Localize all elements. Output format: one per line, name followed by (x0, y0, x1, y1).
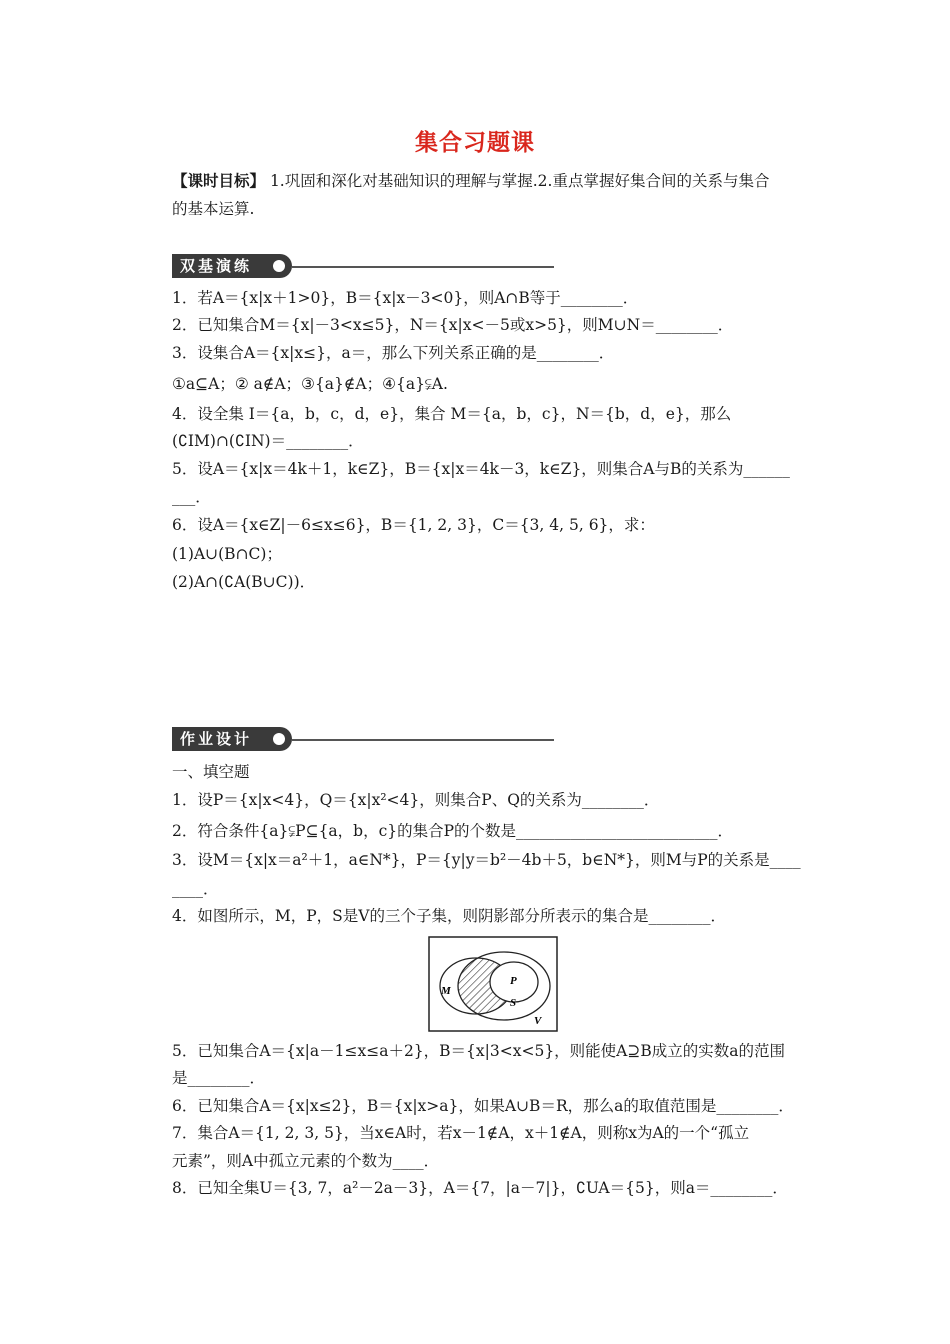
question-line: 5．设A＝{x|x＝4k＋1，k∈Z}，B＝{x|x＝4k－3，k∈Z}，则集合A与B的关系为______ (172, 460, 790, 478)
question-line: ____． (172, 880, 219, 898)
objective-line-2: 的基本运算. (172, 200, 255, 218)
lesson-objective (172, 168, 812, 195)
question-line: 是________． (172, 1069, 266, 1087)
question-line: 8．已知全集U＝{3, 7，a²－2a－3}，A＝{7，|a－7|}，∁UA＝{5}，则a＝________． (172, 1179, 788, 1197)
question-line: 4．设全集 I＝{a，b，c，d，e}，集合 M＝{a，b，c}，N＝{b，d，e}，那么 (172, 405, 732, 423)
question-line: ①a⊆A；② a∉A；③{a}∉A；④{a}⫋A. (172, 375, 448, 393)
question-line: (2)A∩(∁A(B∪C))． (172, 573, 316, 591)
question-line: 6．设A＝{x∈Z|－6≤x≤6}，B＝{1, 2, 3}，C＝{3, 4, 5, 6}，求： (172, 516, 655, 534)
question-line: (∁IM)∩(∁IN)＝________． (172, 432, 364, 450)
question-line: 1．若A＝{x|x＋1>0}，B＝{x|x－3<0}，则A∩B等于________． (172, 289, 639, 307)
bullet-icon (273, 733, 285, 745)
page-title: 集合习题课 (415, 130, 535, 156)
question-line: 2．已知集合M＝{x|－3<x≤5}，N＝{x|x<－5或x>5}，则M∪N＝________． (172, 316, 734, 334)
question-line: 4．如图所示，M，P，S是V的三个子集，则阴影部分所表示的集合是________． (172, 907, 726, 925)
objective-line-1: 1.巩固和深化对基础知识的理解与掌握.2.重点掌握好集合间的关系与集合 (265, 172, 770, 190)
venn-diagram (428, 936, 558, 1032)
question-line: 5．已知集合A＝{x|a－1≤x≤a＋2}，B＝{x|3<x<5}，则能使A⊇B成立的实数a的范围 (172, 1042, 785, 1060)
question-line: (1)A∪(B∩C)； (172, 545, 282, 563)
venn-label-P: P (510, 975, 517, 987)
venn-label-V: V (534, 1015, 542, 1027)
section-label: 作业设计 (172, 727, 292, 751)
question-line: 7．集合A＝{1, 2, 3, 5}，当x∈A时，若x－1∉A，x＋1∉A，则称x为A的一个“孤立 (172, 1124, 750, 1142)
question-line: 2．符合条件{a}⫋P⊆{a，b，c}的集合P的个数是__________________________． (172, 822, 734, 840)
question-line: 3．设集合A＝{x|x≤}，a＝，那么下列关系正确的是________． (172, 344, 615, 362)
question-line: 3．设M＝{x|x＝a²＋1，a∈N*}，P＝{y|y＝b²－4b＋5，b∈N*}，则M与P的关系是____ (172, 851, 801, 869)
bullet-icon (273, 260, 285, 272)
question-line: 元素”，则A中孤立元素的个数为____． (172, 1152, 440, 1170)
question-line: ___． (172, 488, 211, 506)
section-divider (292, 739, 554, 741)
question-line: 6．已知集合A＝{x|x≤2}，B＝{x|x>a}，如果A∪B＝R，那么a的取值范围是________． (172, 1097, 794, 1115)
question-line: 1．设P＝{x|x<4}，Q＝{x|x²<4}，则集合P、Q的关系为________． (172, 791, 660, 809)
section-label: 双基演练 (172, 254, 292, 278)
question-line: 一、填空题 (172, 763, 250, 781)
venn-label-M: M (441, 985, 451, 997)
section-divider (292, 266, 554, 268)
objective-tag: 【课时目标】 (172, 172, 266, 190)
venn-label-S: S (510, 997, 517, 1009)
